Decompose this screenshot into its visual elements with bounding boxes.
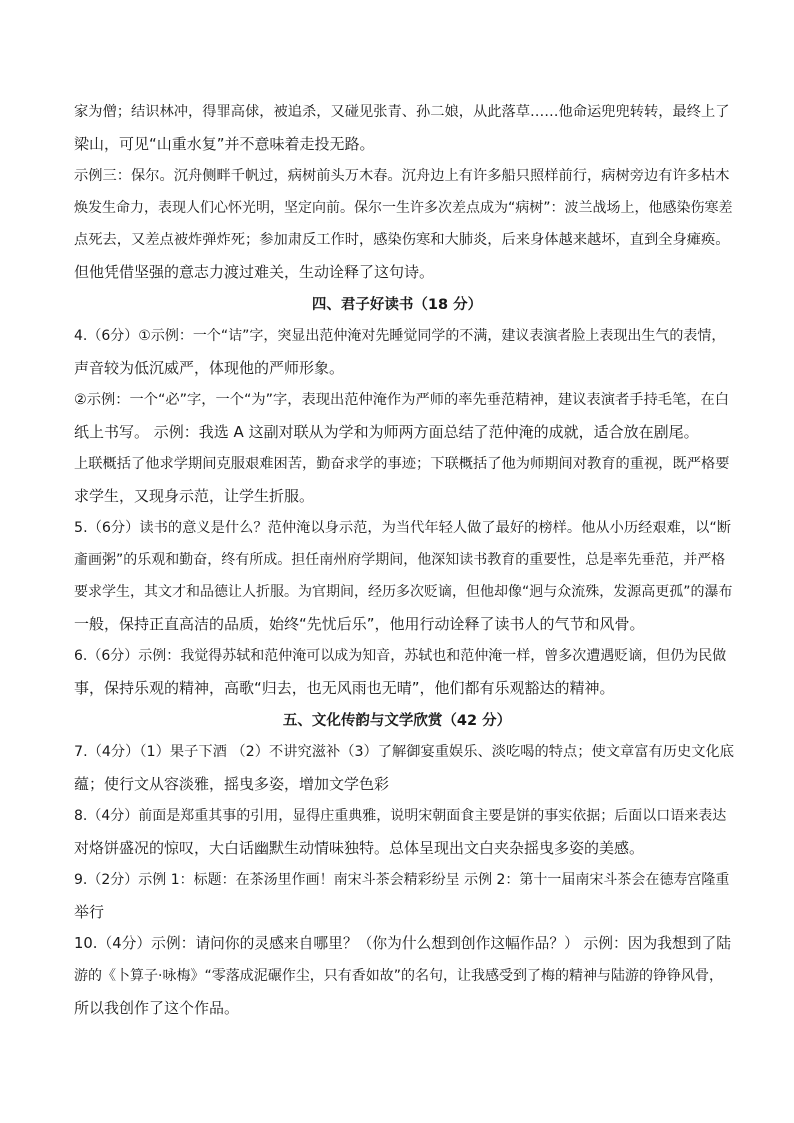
text-line: 家为僧；结识林冲，得罪高俅，被追杀，又碰见张青、孙二娘，从此落草……他命运兜兜转转，最终上了 (74, 104, 730, 120)
text-line: 6.（6分）示例：我觉得苏轼和范仲淹可以成为知音，苏轼也和范仲淹一样，曾多次遭遇贬谪，但仍为民做 (74, 648, 727, 664)
text-line: 焕发生命力，表现人们心怀光明，坚定向前。保尔一生许多次差点成为“病树”：波兰战场上，他感染伤寒差 (74, 200, 733, 216)
text-line: 声音较为低沉威严，体现他的严师形象。 (74, 359, 345, 377)
text-line: 游的《卜算子·咏梅》“零落成泥碾作尘，只有香如故”的名句，让我感受到了梅的精神与陆游的铮铮风骨， (74, 968, 723, 984)
text-line: 事，保持乐观的精神，高歌“归去，也无风雨也无晴”，他们都有乐观豁达的精神。 (74, 679, 615, 697)
text-line: 10.（4分）示例：请问你的灵感来自哪里？（你为什么想到创作这幅作品？） 示例：因为我想到了陆 (74, 935, 732, 952)
text-line: 一般，保持正直高洁的品质，始终“先忧后乐”，他用行动诠释了读书人的气节和风骨。 (74, 615, 645, 633)
text-line: 蕴；使行文从容淡雅，摇曳多姿，增加文学色彩 (74, 775, 390, 793)
text-line: ②示例：一个“必”字，一个“为”字，表现出范仲淹作为严师的率先垂范精神，建议表演者手持毛笔，在白 (74, 392, 730, 408)
section-heading: 五、文化传韵与文学欣赏（42 分） (282, 713, 512, 729)
text-line: 求学生，又现身示范，让学生折服。 (74, 487, 315, 505)
text-line: 5.（6分）读书的意义是什么？范仲淹以身示范，为当代年轻人做了最好的榜样。他从小历经艰难，以“断 (74, 520, 732, 536)
text-line: 9.（2分）示例 1：标题：在茶汤里作画！南宋斗茶会精彩纷呈 示例 2：第十一届南宋斗茶会在德寿宫隆重 (74, 872, 730, 888)
text-line: 示例三：保尔。沉舟侧畔千帆过，病树前头万木春。沉舟边上有许多船只照样前行，病树旁边有许多枯木 (74, 168, 730, 184)
text-line: 梁山，可见“山重水复”并不意味着走投无路。 (74, 135, 375, 153)
section-heading: 四、君子好读书（18 分） (311, 297, 483, 313)
text-line: 上联概括了他求学期间克服艰难困苦，勤奋求学的事迹；下联概括了他为师期间对教育的重视，既严格要 (74, 456, 730, 472)
text-line: 7.（4分）（1）果子下酒 （2）不讲究滋补（3）了解御宴重娱乐、淡吃喝的特点；使文章富有历史文化底 (74, 744, 735, 760)
text-line: 4.（6分）①示例：一个“诘”字，突显出范仲淹对先睡觉同学的不满，建议表演者脸上表现出生气的表情， (74, 328, 726, 344)
text-line: 点死去，又差点被炸弹炸死；参加肃反工作时，感染伤寒和大肺炎，后来身体越来越坏，直到全身瘫痪。 (74, 232, 730, 248)
text-line: 纸上书写。 示例：我选 A 这副对联从为学和为师两方面总结了范仲淹的成就，适合放在剧尾。 (74, 423, 699, 441)
text-line: 齑画粥”的乐观和勤奋，终有所成。担任南州府学期间，他深知读书教育的重要性，总是率先垂范，并严格 (74, 552, 726, 568)
text-line: 所以我创作了这个作品。 (74, 999, 240, 1017)
text-line: 但他凭借坚强的意志力渡过难关，生动诠释了这句诗。 (74, 263, 435, 281)
text-line: 对烙饼盛况的惊叹，大白话幽默生动情味独特。总体呈现出文白夹杂摇曳多姿的美感。 (74, 839, 645, 857)
text-line: 8.（4分）前面是郑重其事的引用，显得庄重典雅，说明宋朝面食主要是饼的事实依据；后面以口语来表达 (74, 808, 727, 824)
text-line: 举行 (74, 903, 105, 921)
text-line: 要求学生，其文才和品德让人折服。为官期间，经历多次贬谪，但他却像“迥与众流殊，发源高更孤”的瀑布 (74, 584, 733, 600)
